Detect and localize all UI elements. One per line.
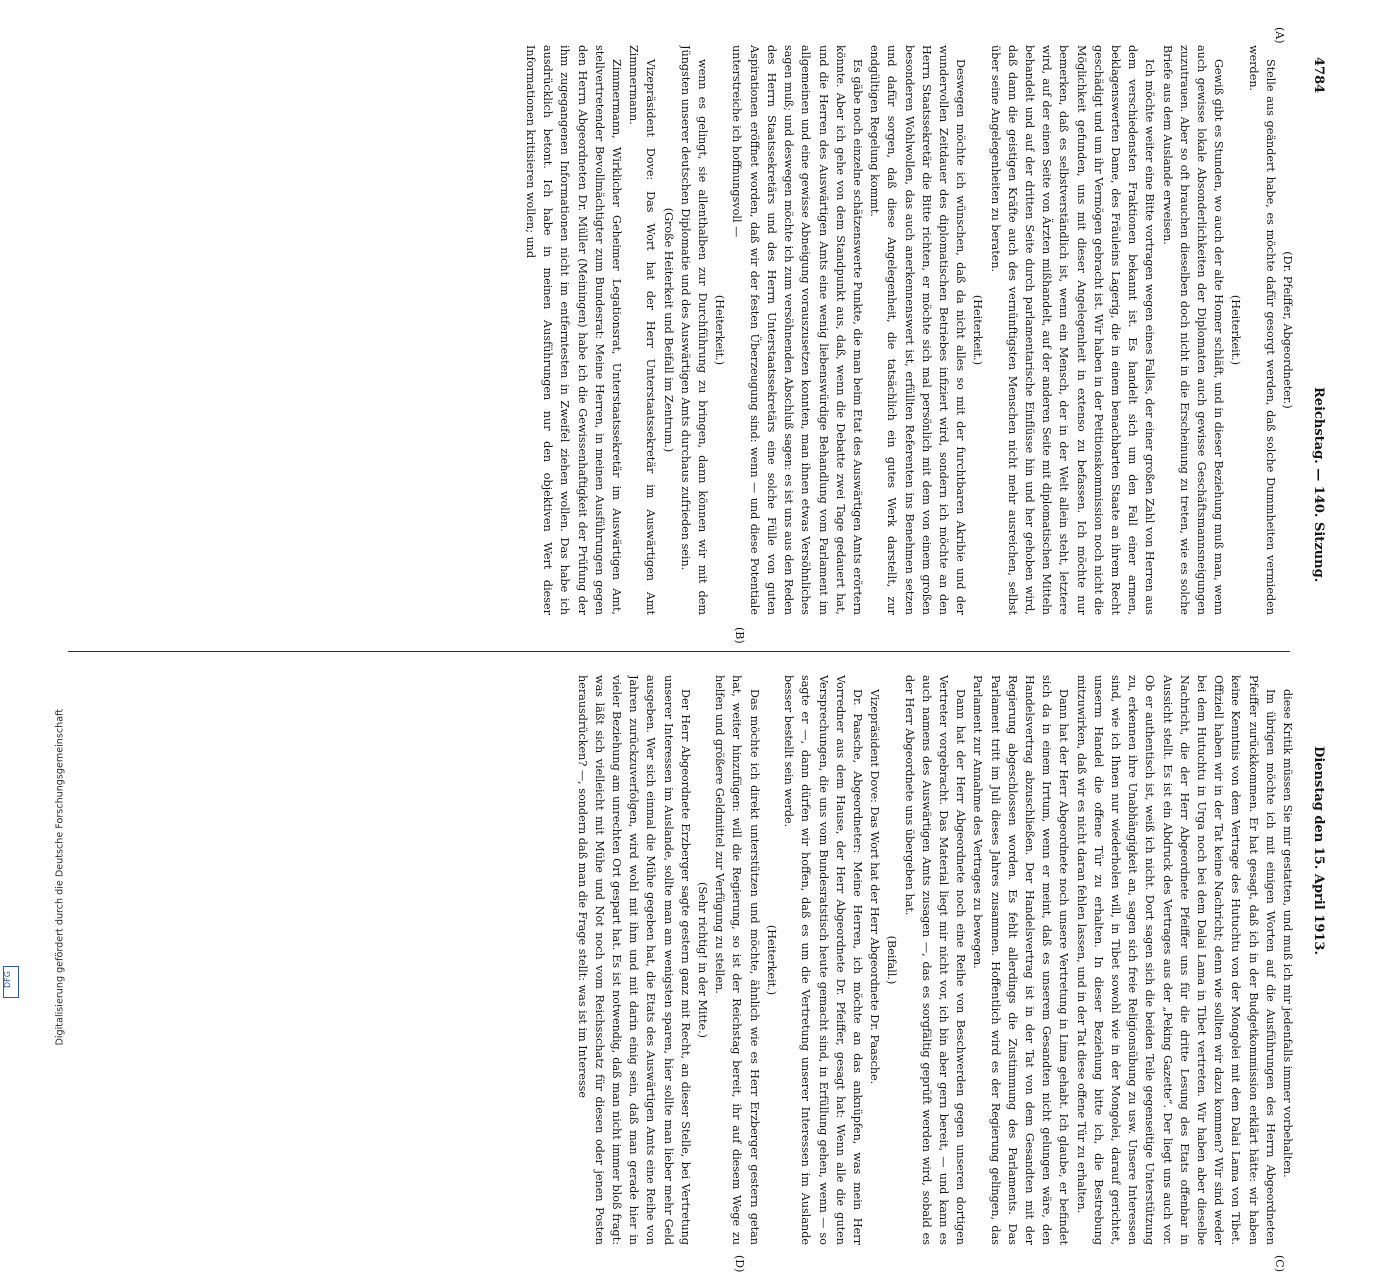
margin-mark-c: (C) [1273, 1255, 1286, 1272]
paragraph: Es gäbe noch einzelne schätzenswerte Punkte, die man beim Etat des Auswärtigen Amts erörtern könnte. Aber ich gehe von dem Standpunkt aus, daß, wenn die Debatte zwei Tage gedauert hat, und die Herren des Auswärtigen Amts eine wenig liebenswürdige Behandlung vom Parlament im allgemeinen und eine gewisse Abneigung vorauszusetzen konnten, man ihnen etwas Versöhnliches sagen muß; und deswegen möchte ich zum versöhnenden Abschluß sagen: es ist uns aus den Reden des Herrn Staatssekretärs und des Herrn Unterstaatssekretärs eine solche Fülle von guten Aspirationen eröffnet worden, daß wir der festen Überzeugung sind: wenn — und diese Potentiale unterstreiche ich hoffnungsvoll — [730, 45, 864, 615]
paragraph: Deswegen möchte ich wünschen, daß da nicht alles so mit der furchtbaren Akribie und der wundervollen Zeitdauer des diplomatischen Betriebes infiziert wird, sondern ich möchte an den Herrn Staatssekretär die Bitte richten, er möchte sich mal persönlich mit dem von einem großen besonderen Wohlwollen, das auch anerkennenswert ist, erfüllten Referenten ins Benehmen setzen und dafür sorgen, daß diese Angelegenheit, die tatsächlich ein gutes Werk darstellt, zur endgültigen Regelung kommt. [868, 45, 968, 615]
left-column [76, 45, 1296, 615]
paragraph: Gewiß gibt es Stunden, wo auch der alte Homer schläft, und in dieser Beziehung muß man, wenn auch gewisse lokale Absonderlichkeiten der Diplomaten auch gewisse Geschäftsmannsneigungen zuzutrauen. Aber so oft brauchen dieselben doch nicht in die Erscheinung zu treten, wie es solche Briefe aus dem Auslande erweisen. [1160, 45, 1226, 615]
column-divider [68, 651, 1290, 652]
reaction: (Beifall.) [885, 935, 899, 985]
page-title: Reichstag. — 140. Sitzung. [1311, 387, 1326, 583]
dfg-logo-text: DFG [2, 971, 12, 988]
paragraph: Ich möchte weiter eine Bitte vortragen wegen eines Falles, der einer großen Zahl von Herren aus dem verschiedensten Fraktionen bekannt ist. Es handelt sich um den Fall einer armen, beklagenswerten Dame, des Fräuleins Lagerig, die in einem benachbarten Staate an ihrem Recht geschädigt und um ihr Vermögen gebracht ist. Wir haben in der Petitionskommission noch nicht die Möglichkeit gefunden, uns mit dieser Angelegenheit in extenso zu befassen. Ich möchte nur bemerken, daß es selbstverständlich ist, wenn ein Mensch, der in der Welt allein steht, letztere wird, auf der einen Seite von Ärzten mißhandelt, auf der anderen Seite mit diplomatischen Mitteln behandelt und auf der dritten Seite durch parlamentarische Einflüsse hin und her gehoben wird, daß dann die geistigen Kräfte auch des vernünftigsten Menschen nicht mehr ausreichen, selbst über seine Angelegenheiten zu beraten. [988, 45, 1157, 615]
paragraph: Stelle aus geändert habe, es möchte dafür gesorgt werden, daß solche Dummheiten vermieden werden. [1246, 45, 1277, 615]
right-column [76, 675, 1296, 1245]
speaker-announcement: Vizepräsident Dove: Das Wort hat der Herr Unterstaatssekretär im Auswärtigen Amt Zimmermann. [627, 45, 658, 615]
reaction: (Heiterkeit.) [713, 294, 727, 366]
paragraph: Dr. Paasche, Abgeordneter: Meine Herren, ich möchte an das anknüpfen, was mein Herr Vorredner aus dem Hause, der Herr Abgeordnete Dr. Pfeiffer, gesagt hat: Wenn alle die guten Versprechungen, die uns vom Bundesratstisch heute gemacht sind, in Erfüllung gehen, wenn — so sagte er —, dann dürfen wir hoffen, daß es um die Vertretung unserer Interessen im Auslande besser bestellt sein werde. [782, 675, 864, 1245]
reaction: (Heiterkeit.) [1229, 294, 1243, 366]
reaction: (Heiterkeit.) [971, 294, 985, 366]
page-number: 4784 [1311, 57, 1326, 94]
page-header [1302, 57, 1328, 955]
reaction: (Heiterkeit.) [764, 924, 778, 996]
paragraph: Das möchte ich direkt unterstützen und möchte, ähnlich wie es Herr Erzberger gestern getan hat, weiter hinzufügen: will die Regierung, so ist der Reichstag bereit, ihr auf diesem Wege zu helfen und größere Geldmittel zur Verfügung zu stellen. [713, 675, 761, 1245]
paragraph: wenn es gelingt, sie allenthalben zur Durchführung zu bringen, dann können wir mit dem Jüngsten unserer deutschen Diplomatie und des Auswärtigen Amts durchaus zufrieden sein. [678, 45, 710, 615]
reaction: (Große Heiterkeit und Beifall im Zentrum.) [661, 207, 675, 453]
margin-mark-d: (D) [733, 1255, 746, 1272]
speaker-note: (Dr. Pfeiffer, Abgeordneter.) [1281, 251, 1294, 409]
dfg-logo [3, 966, 19, 998]
margin-mark-a: (A) [1273, 27, 1286, 44]
paragraph: Dann hat der Herr Abgeordnete noch eine Reihe von Beschwerden gegen unseren dortigen Vertreter vorgebracht. Das Material liegt mir nicht vor, ich bin aber gern bereit, — und kann es auch namens des Auswärtigen Amts zusagen —, das es sorgfältig geprüft werden wird, sobald es der Herr Abgeordnete uns übergeben hat. [902, 675, 968, 1245]
paragraph: diese Kritik müssen Sie mir gestatten, und muß ich mir jedenfalls immer vorbehalten. [1281, 689, 1294, 1178]
page-date: Dienstag den 15. April 1913. [1311, 746, 1326, 955]
paragraph: Dann hat der Herr Abgeordnete noch unsere Vertretung in Lima gehabt. Ich glaube, er befindet sich da in einem Irrtum, wenn er meint, daß es unserem Gesandten nicht gelungen wäre, den Handelsvertrag abzuschließen. Der Handelsvertrag ist in der Tat von dem Gesandten mit der Regierung abgeschlossen worden. Es fehlt allerdings die Zustimmung des Parlaments. Das Parlament tritt im Juli dieses Jahres zusammen. Hoffentlich wird es der Regierung gelingen, das Parlament zur Annahme des Vertrages zu bewegen. [971, 675, 1071, 1245]
digitization-note: Digitalisierung gefördert durch die Deutsche Forschungsgemeinschaft [54, 708, 66, 1046]
document-page [36, 15, 1346, 1272]
paragraph: Im übrigen möchte ich mit einigen Worten auf die Ausführungen des Herrn Abgeordneten Pfeiffer zurückkommen. Er hat gesagt, daß ich in der Budgetkommission erklärt hätte: wir haben keine Kenntnis von dem Vertrage des Hutuchtu von der Mongolei mit dem Dalai Lama von Tibet. Offiziell haben wir in der Tat keine Nachricht; denn wie sollten wir dazu kommen? Wir sind weder bei dem Hutuchtu in Urga noch bei dem Dalai Lama in Tibet vertreten. Wir haben aber dieselbe Nachricht, die der Herr Abgeordnete Pfeiffer uns für die dritte Lesung des Etats offenbar in Aussicht stellt. Es ist ein Abdruck des Vertrages aus der „Peking Gazette“. Der liegt uns auch vor. Ob er authentisch ist, weiß ich nicht. Dort sagen sich die beiden Teile gegenseitige Unterstützung zu, erkennen ihre Unabhängigkeit an, sagen sich freie Religionsübung zu usw. Unsere Interessen sind, wie ich Ihnen nur wiederholen will, in Tibet sowohl wie in der Mongolei, darauf gerichtet, unserm Handel die offene Tür zu erhalten. In dieser Beziehung bitte ich, die Bestrebung mitzuwirken, daß wir es nicht daran fehlen lassen, und in der Tat diese offene Tür zu erhalten. [1074, 675, 1277, 1245]
paragraph: Zimmermann, Wirklicher Geheimer Legationsrat, Unterstaatssekretär im Auswärtigen Amt, stellvertretender Bevollmächtigter zum Bundesrat: Meine Herren, in meinen Ausführungen gegen den Herrn Abgeordneten Dr. Müller (Meiningen) habe ich die Gewissenhaftigkeit der Prüfung der ihm zugegangenen Informationen nicht im entferntesten in Zweifel ziehen wollen. Das habe ich ausdrücklich betont. Ich habe in meinen Ausführungen nur den objektiven Wert dieser Informationen kritisieren wollen; und [524, 45, 624, 615]
reaction: (Sehr richtig! in der Mitte.) [696, 881, 710, 1039]
paragraph: Der Herr Abgeordnete Erzberger sagte gestern ganz mit Recht, an dieser Stelle, bei Vertretung unserer Interessen im Auslande, sollte man am wenigsten sparen, hier sollte man lieber mehr Geld ausgeben. Wer sich einmal die Mühe gegeben hat, die Etats des Auswärtigen Amts eine Reihe von Jahren zurückzuverfolgen, wird wohl mit ihm und mit darin einig sein, daß man gerade hier in vieler Beziehung am unrechten Ort gespart hat. Es ist notwendig, daß man nicht immer bloß fragt: was läßt sich vielleicht mit Mühe und Not noch vom Reichsschatz für diesen oder jenen Posten herausdrücken? —, sondern daß man die Frage stellt: was ist im Interesse [575, 675, 692, 1245]
margin-mark-b: (B) [733, 627, 746, 644]
speaker-announcement: Vizepräsident Dove: Das Wort hat der Herr Abgeordnete Dr. Paasche. [868, 689, 882, 1085]
